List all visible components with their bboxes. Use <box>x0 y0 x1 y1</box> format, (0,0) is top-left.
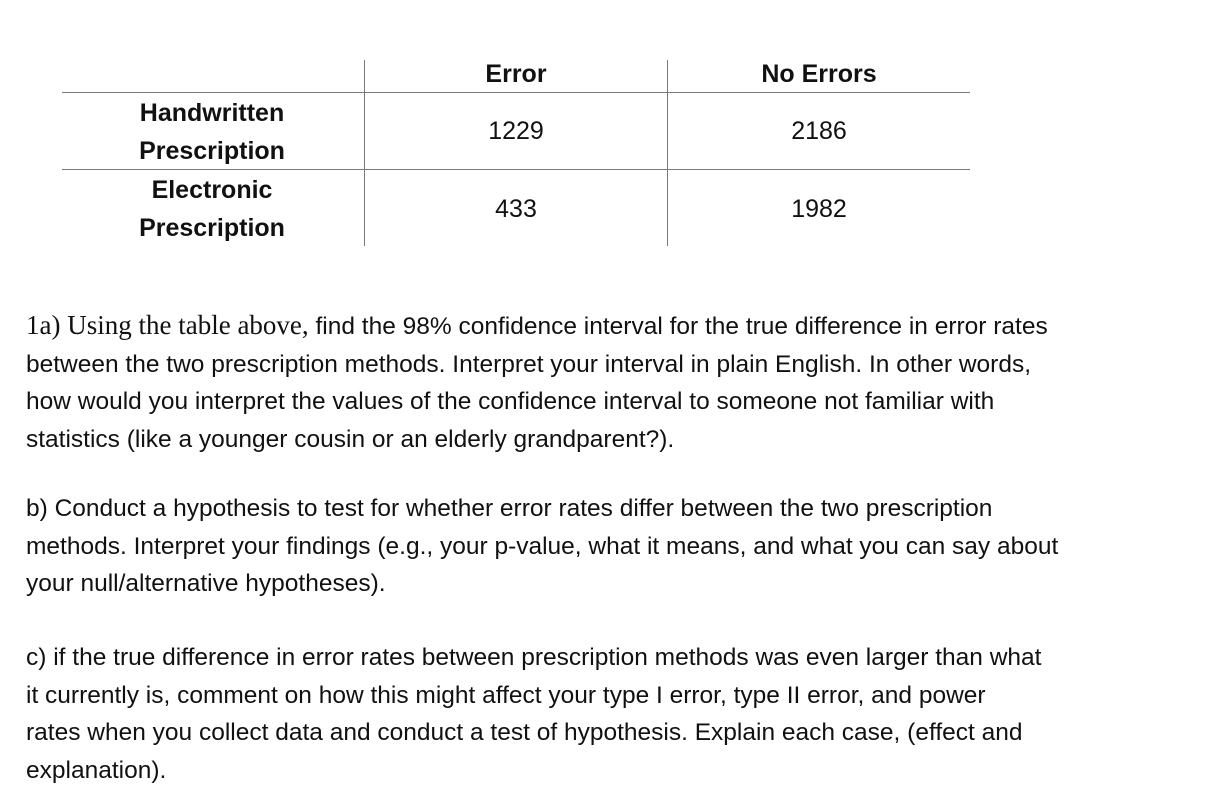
row-label-line: Handwritten <box>139 99 285 127</box>
table-cell-electronic-no-errors: 1982 <box>791 195 847 223</box>
question-a <box>26 307 1222 458</box>
question-b <box>26 490 1222 603</box>
question-line: statistics (like a younger cousin or an elderly grandparent?). <box>26 425 675 453</box>
question-line: between the two prescription methods. Interpret your interval in plain English. In other words, <box>26 350 1032 378</box>
row-label-line: Prescription <box>139 214 285 242</box>
question-line: rates when you collect data and conduct a test of hypothesis. Explain each case, (effect and <box>26 719 1023 746</box>
question-line: b) Conduct a hypothesis to test for whether error rates differ between the two prescription <box>26 495 993 522</box>
question-line: explanation). <box>26 756 167 784</box>
row-label-electronic <box>62 171 362 247</box>
question-c <box>26 639 1222 789</box>
question-line: your null/alternative hypotheses). <box>26 570 386 597</box>
table-cell-electronic-error: 433 <box>495 195 537 223</box>
row-label-line: Prescription <box>139 137 285 165</box>
row-label-handwritten <box>62 94 362 170</box>
question-line <box>26 307 1222 346</box>
contingency-table <box>0 0 1224 260</box>
question-a-text: find the 98% confidence interval for the true difference in error rates <box>308 313 1048 340</box>
question-line: c) if the true difference in error rates between prescription methods was even larger than what <box>26 644 1042 671</box>
question-line: it currently is, comment on how this might affect your type I error, type II error, and power <box>26 681 986 709</box>
question-a-prefix: 1a) Using the table above, <box>26 310 309 340</box>
question-line: methods. Interpret your findings (e.g., your p-value, what it means, and what you can say about <box>26 532 1059 560</box>
table-cell-handwritten-no-errors: 2186 <box>791 117 847 145</box>
row-label-line: Electronic <box>151 176 273 204</box>
column-header-error: Error <box>485 60 547 88</box>
column-header-no-errors: No Errors <box>761 60 877 88</box>
question-line: how would you interpret the values of the confidence interval to someone not familiar with <box>26 388 995 415</box>
table-cell-handwritten-error: 1229 <box>488 117 544 145</box>
